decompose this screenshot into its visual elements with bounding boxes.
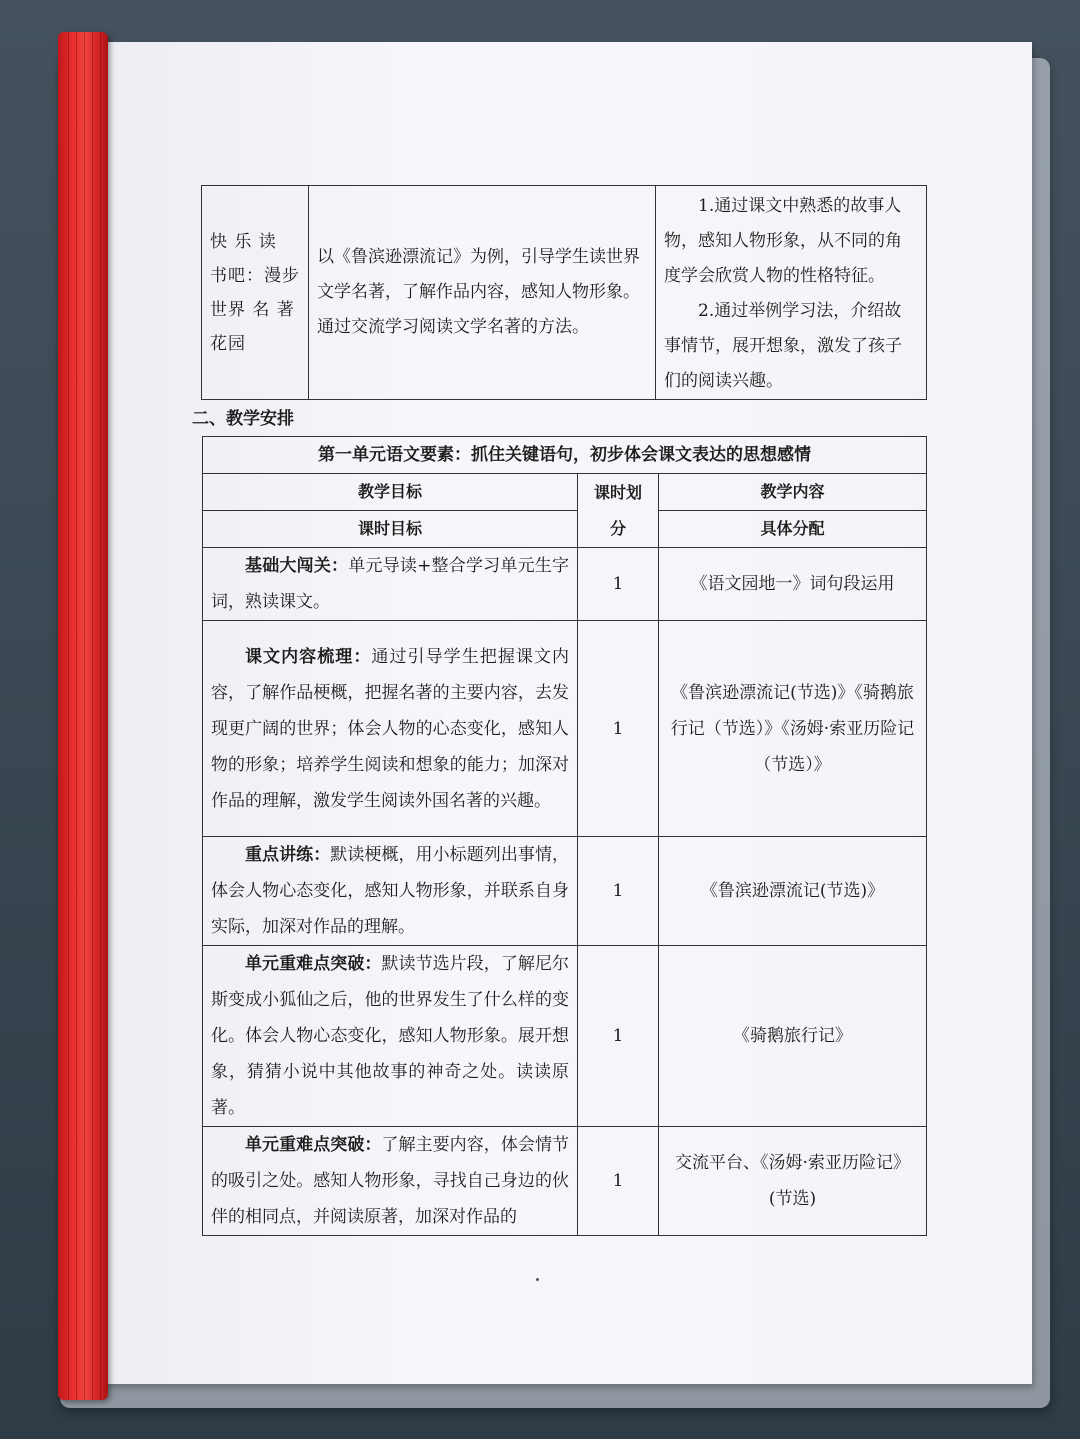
content-cell: 交流平台、《汤姆·索亚历险记》(节选) <box>659 1127 927 1236</box>
goal-label: 单元重难点突破： <box>245 1135 382 1155</box>
goal-text: 默读梗概，用小标题列出事情，体会人物心态变化，感知人物形象，并联系自身实际，加深对作品的理解。 <box>211 845 570 937</box>
lesson-goal-cell <box>203 837 578 946</box>
header-content: 教学内容 <box>659 474 927 511</box>
content-cell: 《骑鹅旅行记》 <box>659 946 927 1127</box>
section-title: 二、教学安排 <box>192 409 294 429</box>
table-row <box>203 946 927 1127</box>
goal-label: 单元重难点突破： <box>245 954 382 974</box>
goal-label: 课文内容梳理： <box>245 646 372 667</box>
page-dot <box>536 1278 539 1281</box>
content-cell: 《语文园地一》词句段运用 <box>659 548 927 621</box>
goal-label: 重点讲练： <box>245 845 331 865</box>
content-cell: 《鲁滨逊漂流记(节选)》 <box>659 837 927 946</box>
hours-cell: 1 <box>578 946 659 1127</box>
goal-text: 默读节选片段，了解尼尔斯变成小狐仙之后，他的世界发生了什么样的变化。体会人物心态变化，感知人物形象。展开想象，猜猜小说中其他故事的神奇之处。读读原著。 <box>211 954 570 1118</box>
hours-cell: 1 <box>578 621 659 837</box>
hours-cell: 1 <box>578 1127 659 1236</box>
goal-text: 通过引导学生把握课文内容，了解作品梗概，把握名著的主要内容，去发现更广阔的世界；体会人物的心态变化，感知人物的形象；培养学生阅读和想象的能力；加深对作品的理解，激发学生阅读外国名著的兴趣。 <box>211 646 570 811</box>
lesson-goal-cell <box>203 621 578 837</box>
table-title: 第一单元语文要素：抓住关键语句，初步体会课文表达的思想感情 <box>203 437 927 474</box>
goal-text: 单元导读+整合学习单元生字词，熟读课文。 <box>211 556 569 612</box>
hours-cell: 1 <box>578 548 659 621</box>
goal-paragraph-1: 1.通过课文中熟悉的故事人物，感知人物形象，从不同的角度学会欣赏人物的性格特征。 <box>664 195 902 286</box>
lesson-goal-cell <box>203 548 578 621</box>
table-row <box>203 621 927 837</box>
goal-paragraph-2: 2.通过举例学习法，介绍故事情节，展开想象，激发了孩子们的阅读兴趣。 <box>664 300 902 391</box>
table-row <box>203 548 927 621</box>
content-cell: 《鲁滨逊漂流记(节选)》《骑鹅旅行记（节选）》《汤姆·索亚历险记（节选）》 <box>659 621 927 837</box>
goal-label: 基础大闯关： <box>245 556 349 576</box>
header-lesson-goal: 课时目标 <box>203 511 578 548</box>
goal-text: 了解主要内容，体会情节的吸引之处。感知人物形象，寻找自己身边的伙伴的相同点，并阅读原著，加深对作品的 <box>211 1135 570 1227</box>
activity-name-cell: 快 乐 读 书吧：漫步世界 名 著 花园 <box>202 186 309 400</box>
header-hours: 课时划分 <box>578 474 659 548</box>
hours-cell: 1 <box>578 837 659 946</box>
activity-description-cell: 以《鲁滨逊漂流记》为例，引导学生读世界文学名著，了解作品内容，感知人物形象。通过交流学习阅读文学名著的方法。 <box>309 186 656 400</box>
header-allocation: 具体分配 <box>659 511 927 548</box>
table-row <box>203 1127 927 1236</box>
table-row <box>203 837 927 946</box>
header-goal: 教学目标 <box>203 474 578 511</box>
lesson-goal-cell <box>203 946 578 1127</box>
activity-table <box>201 185 927 400</box>
teaching-schedule-table <box>202 436 927 1236</box>
lesson-goal-cell <box>203 1127 578 1236</box>
activity-goals-cell <box>656 186 927 400</box>
